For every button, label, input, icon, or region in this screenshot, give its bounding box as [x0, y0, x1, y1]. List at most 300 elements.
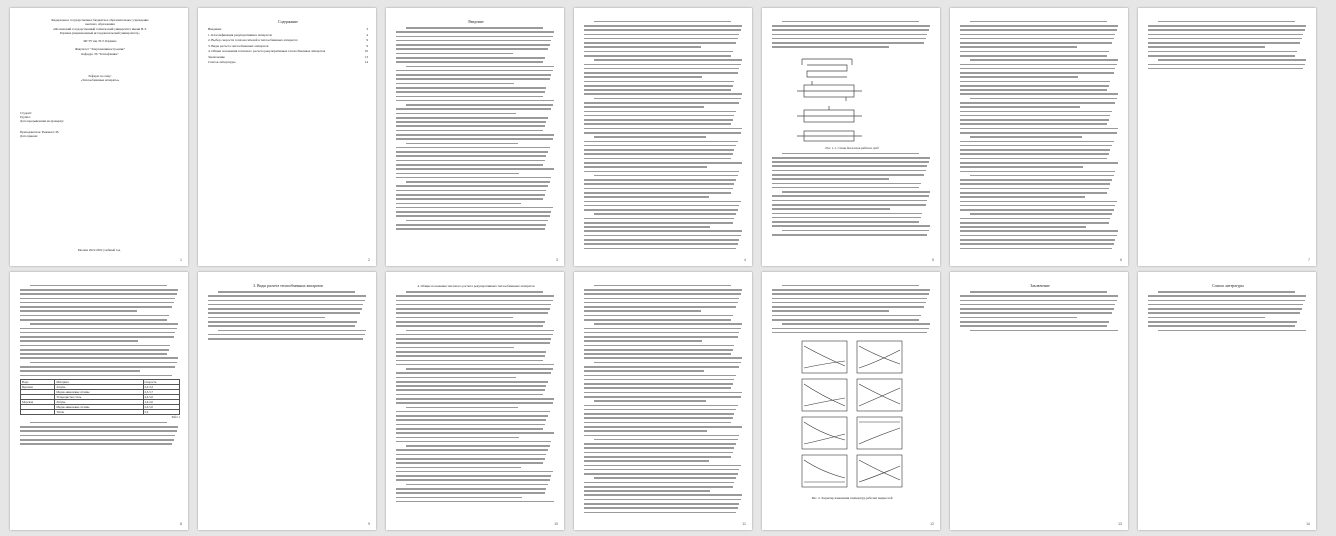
text-line	[396, 372, 551, 374]
text-line	[594, 323, 743, 325]
text-line	[584, 119, 733, 121]
text-line	[772, 213, 922, 215]
page-number: 10	[554, 522, 558, 526]
text-line	[396, 449, 548, 451]
text-line	[396, 364, 554, 366]
text-line	[960, 25, 1118, 27]
text-line	[584, 490, 710, 492]
text-line	[960, 153, 1109, 155]
text-line	[584, 319, 731, 321]
text-line	[584, 205, 739, 207]
text-line	[208, 321, 357, 323]
field-line: Дата предъявления на проверку:	[20, 119, 64, 124]
text-line	[406, 143, 518, 145]
text-line	[584, 306, 736, 308]
page-3[interactable]	[386, 8, 564, 266]
text-line	[396, 432, 554, 434]
text-line	[396, 295, 554, 297]
text-line	[772, 200, 927, 202]
title-line: Баумана (национальный исследовательский университет)»	[60, 30, 140, 35]
text-line	[208, 338, 363, 340]
text-line	[30, 323, 179, 325]
text-line	[396, 194, 545, 196]
text-line	[772, 204, 926, 206]
text-line	[396, 48, 548, 50]
text-line	[396, 147, 550, 149]
table-cell: 4,0-5,0	[143, 394, 179, 399]
text-line	[594, 213, 736, 215]
text-line	[970, 21, 1108, 23]
text-line	[584, 396, 741, 398]
text-line	[970, 98, 1117, 100]
text-line	[584, 302, 738, 304]
text-line	[396, 501, 554, 503]
text-line	[396, 415, 548, 417]
title-line: МГТУ им. Н.Э. Баумана	[83, 39, 117, 44]
text-line	[970, 213, 1112, 215]
text-line	[1158, 59, 1307, 61]
text-line	[772, 34, 927, 36]
text-line	[584, 482, 734, 484]
page-number: 11	[742, 522, 746, 526]
text-line	[960, 141, 1114, 143]
text-line	[584, 452, 733, 454]
body-text	[396, 291, 556, 502]
text-line	[396, 321, 545, 323]
text-line	[1158, 330, 1307, 332]
table-cell: Медно-никелевые сплавы	[55, 404, 143, 409]
text-line	[970, 330, 1119, 332]
section-heading: Список литературы	[1212, 284, 1244, 288]
text-line	[396, 168, 554, 170]
text-line	[960, 76, 1078, 78]
text-line	[396, 471, 553, 473]
text-line	[396, 151, 548, 153]
text-line	[584, 132, 741, 134]
text-line	[396, 338, 551, 340]
text-line	[30, 422, 168, 424]
text-line	[396, 342, 550, 344]
toc-item[interactable]: 3. Виды расчета теплообменных аппаратов 9	[208, 43, 368, 48]
text-line	[208, 308, 362, 310]
text-line	[20, 370, 140, 372]
text-line	[584, 315, 733, 317]
text-line	[208, 325, 355, 327]
text-line	[772, 170, 926, 172]
text-line	[406, 220, 548, 222]
text-line	[584, 435, 739, 437]
text-line	[396, 57, 545, 59]
text-line	[960, 132, 1117, 134]
text-line	[20, 430, 177, 432]
text-line	[396, 125, 545, 127]
text-line	[396, 325, 543, 327]
text-line	[396, 228, 545, 230]
text-line	[960, 166, 1083, 168]
toc-item[interactable]: Список литературы 14	[208, 60, 368, 64]
page-13[interactable]	[950, 272, 1128, 530]
text-line	[584, 230, 742, 232]
text-line	[396, 44, 550, 46]
text-line	[396, 173, 519, 175]
text-line	[396, 61, 543, 63]
page-number: 12	[930, 522, 934, 526]
text-line	[772, 293, 929, 295]
text-line	[594, 59, 743, 61]
text-line	[396, 121, 546, 123]
text-line	[396, 211, 551, 213]
text-line	[396, 31, 554, 33]
text-line	[782, 285, 920, 287]
text-line	[584, 179, 736, 181]
text-line	[960, 115, 1110, 117]
toc-item[interactable]: Заключение 13	[208, 54, 368, 59]
text-line	[584, 426, 742, 428]
text-line	[584, 81, 734, 83]
text-line	[218, 330, 367, 332]
text-line	[396, 215, 550, 217]
table-cell: Медно-никелевые сплавы	[55, 389, 143, 394]
page-8[interactable]	[10, 272, 188, 530]
text-line	[772, 217, 921, 219]
text-line	[584, 370, 704, 372]
page-9[interactable]	[198, 272, 376, 530]
text-line	[396, 177, 551, 179]
text-line	[970, 136, 1082, 138]
text-line	[396, 334, 553, 336]
text-line	[584, 106, 704, 108]
text-line	[584, 409, 736, 411]
text-line	[960, 38, 1114, 40]
text-line	[772, 42, 924, 44]
body-text	[772, 153, 932, 236]
text-line	[772, 165, 927, 167]
text-line	[584, 417, 733, 419]
text-line	[960, 226, 1086, 228]
text-line	[960, 317, 1077, 319]
text-line	[584, 465, 741, 467]
text-line	[584, 196, 709, 198]
text-line	[960, 192, 1107, 194]
text-line	[970, 59, 1119, 61]
text-line	[960, 230, 1118, 232]
page-1[interactable]	[10, 8, 188, 266]
text-line	[960, 201, 1117, 203]
text-line	[396, 304, 551, 306]
text-line	[772, 225, 930, 227]
text-line	[584, 145, 736, 147]
text-line	[406, 181, 550, 183]
text-line	[396, 207, 553, 209]
text-line	[960, 51, 1109, 53]
page-10[interactable]	[386, 272, 564, 530]
text-line	[396, 428, 543, 430]
text-line	[584, 115, 734, 117]
text-line	[960, 55, 1107, 57]
text-line	[396, 360, 543, 362]
page-number: 6	[1120, 258, 1122, 262]
text-line	[594, 439, 738, 441]
toc-item[interactable]: Введение 3	[208, 27, 368, 31]
text-line	[970, 175, 1114, 177]
title-line: «Московский государственный технический университет имени Н.Э.	[52, 26, 148, 31]
text-line	[20, 315, 169, 317]
figure-caption: Рис. 2. Характер изменения температур рабочих жидкостей	[811, 496, 893, 501]
text-line	[960, 239, 1115, 241]
page-number: 9	[368, 522, 370, 526]
text-line	[396, 377, 516, 379]
body-text	[208, 291, 368, 340]
text-line	[20, 357, 178, 359]
text-line	[20, 353, 167, 355]
text-line	[960, 218, 1110, 220]
text-line	[406, 291, 544, 293]
text-line	[772, 208, 890, 210]
text-line	[396, 83, 514, 85]
page-number: 4	[744, 258, 746, 262]
text-line	[584, 512, 736, 514]
text-line	[584, 183, 734, 185]
text-line	[960, 64, 1117, 66]
field-line: Дата приема:	[20, 133, 38, 138]
body-text	[396, 27, 556, 230]
text-line	[594, 477, 736, 479]
page-number: 2	[368, 258, 370, 262]
text-line	[1148, 46, 1265, 48]
text-line	[396, 53, 513, 55]
text-line	[208, 317, 325, 319]
figure-caption: Рис. 1.1. Схема движения рабочих сред	[825, 145, 879, 150]
text-line	[584, 460, 709, 462]
text-line	[584, 383, 733, 385]
text-line	[396, 40, 551, 42]
table-cell: 2,0-5,0	[143, 404, 179, 409]
text-line	[960, 34, 1115, 36]
text-line	[960, 205, 1115, 207]
text-line	[584, 293, 741, 295]
text-line	[1148, 304, 1303, 306]
text-line	[396, 411, 550, 413]
text-line	[584, 171, 739, 173]
text-line	[584, 29, 741, 31]
text-line	[584, 310, 701, 312]
text-line	[396, 347, 514, 349]
title-line: Факультет "Энергомашиностроение"	[74, 47, 126, 52]
text-line	[584, 422, 731, 424]
text-line	[772, 183, 921, 185]
page-6[interactable]	[950, 8, 1128, 266]
text-line	[772, 221, 919, 223]
text-line	[772, 332, 927, 334]
text-line	[1148, 64, 1305, 66]
text-line	[584, 25, 742, 27]
text-line	[960, 46, 1077, 48]
text-line	[396, 351, 546, 353]
body-text	[20, 422, 180, 445]
text-line	[396, 437, 519, 439]
page-5[interactable]	[762, 8, 940, 266]
text-line	[772, 315, 921, 317]
text-line	[396, 155, 546, 157]
body-text	[584, 285, 744, 514]
title-block	[20, 18, 180, 56]
text-line	[396, 419, 546, 421]
text-line	[1148, 51, 1297, 53]
text-line	[584, 235, 741, 237]
text-line	[208, 300, 365, 302]
text-line	[218, 291, 356, 293]
text-line	[584, 375, 736, 377]
table-cell: 2,0-3,2	[143, 384, 179, 389]
text-line	[960, 158, 1107, 160]
text-line	[584, 149, 734, 151]
text-line	[594, 136, 706, 138]
text-line	[20, 426, 178, 428]
table-cell: 5,0	[143, 409, 179, 414]
text-line	[772, 302, 926, 304]
text-line	[960, 222, 1109, 224]
student-fields	[20, 111, 180, 138]
body-text	[772, 21, 932, 48]
page-2[interactable]	[198, 8, 376, 266]
text-line	[396, 78, 550, 80]
text-line	[20, 328, 177, 330]
text-line	[584, 192, 731, 194]
text-line	[1148, 295, 1306, 297]
text-line	[396, 96, 543, 98]
text-line	[584, 162, 742, 164]
text-line	[960, 102, 1115, 104]
text-line	[960, 312, 1112, 314]
text-line	[960, 106, 1080, 108]
text-line	[584, 46, 701, 48]
table-cell	[21, 409, 55, 414]
text-line	[396, 70, 553, 72]
text-line	[396, 385, 546, 387]
report-title	[20, 74, 180, 83]
velocity-table	[20, 379, 180, 415]
text-line	[396, 134, 554, 136]
text-line	[584, 405, 738, 407]
text-line	[396, 312, 548, 314]
text-line	[584, 93, 742, 95]
text-line	[584, 443, 736, 445]
text-line	[782, 191, 931, 193]
text-line	[960, 162, 1118, 164]
text-line	[960, 183, 1110, 185]
text-line	[584, 226, 710, 228]
toc-list	[208, 27, 368, 66]
text-line	[30, 285, 168, 287]
text-line	[960, 171, 1115, 173]
text-line	[396, 308, 550, 310]
text-line	[1158, 291, 1296, 293]
text-line	[396, 381, 548, 383]
text-line	[1148, 317, 1265, 319]
text-line	[960, 300, 1117, 302]
text-line	[584, 499, 741, 501]
text-line	[584, 141, 738, 143]
field-line: Преподаватель: Рыжков С.В.	[20, 129, 60, 134]
text-line	[396, 198, 543, 200]
page-12[interactable]	[762, 272, 940, 530]
flow-scheme-figure	[792, 51, 872, 146]
text-line	[396, 492, 545, 494]
text-line	[20, 306, 172, 308]
toc-item[interactable]: 1. Классификация рекуперативных аппаратов 4	[208, 32, 368, 37]
text-line	[960, 81, 1110, 83]
page-7[interactable]	[1138, 8, 1316, 266]
text-line	[20, 439, 174, 441]
table-caption: Табл 1	[171, 414, 180, 419]
text-line	[960, 111, 1112, 113]
table-header-cell: Вода	[21, 379, 55, 384]
text-line	[20, 375, 172, 377]
text-line	[396, 164, 543, 166]
text-line	[396, 454, 546, 456]
text-line	[396, 462, 543, 464]
text-line	[20, 340, 138, 342]
text-line	[584, 102, 739, 104]
page-4[interactable]	[574, 8, 752, 266]
text-line	[584, 239, 739, 241]
toc-item[interactable]: 2. Выбор скорости теплоносителей в теплообменных аппаратах 9	[208, 38, 368, 42]
table-cell: Пресная	[21, 384, 55, 389]
text-line	[584, 166, 707, 168]
text-line	[584, 366, 739, 368]
text-line	[396, 479, 550, 481]
text-line	[208, 295, 366, 297]
text-line	[584, 34, 739, 36]
text-line	[960, 209, 1114, 211]
table-row	[21, 409, 180, 414]
text-line	[584, 55, 731, 57]
text-line	[772, 310, 889, 312]
text-line	[584, 345, 734, 347]
text-line	[584, 392, 742, 394]
page-11[interactable]	[574, 272, 752, 530]
text-line	[584, 51, 733, 53]
text-line	[772, 234, 927, 236]
text-line	[584, 123, 731, 125]
text-line	[584, 336, 738, 338]
text-line	[406, 445, 550, 447]
title-line: Федеральное государственное бюджетное образовательное учреждение	[51, 18, 149, 22]
table-header-cell: Материал	[55, 379, 143, 384]
report-title-line: «Теплообменные аппараты»	[80, 78, 120, 83]
text-line	[396, 117, 548, 119]
text-line	[406, 27, 544, 29]
text-line	[960, 128, 1118, 130]
text-line	[396, 458, 545, 460]
text-line	[584, 379, 734, 381]
text-line	[584, 218, 734, 220]
text-line	[584, 85, 733, 87]
text-line	[584, 503, 739, 505]
text-line	[584, 38, 738, 40]
text-line	[396, 108, 551, 110]
text-line	[1158, 21, 1296, 23]
text-line	[396, 317, 513, 319]
text-line	[960, 72, 1114, 74]
page-14[interactable]	[1138, 272, 1316, 530]
text-line	[584, 89, 731, 91]
toc-title: Содержание	[278, 20, 298, 24]
table-cell: Морская	[21, 399, 55, 404]
title-line: высшего образования	[85, 22, 115, 27]
text-line	[584, 72, 738, 74]
toc-item[interactable]: 4. Общие положения теплового расчета рекуперативных теплообменных аппаратов 10	[208, 49, 368, 53]
